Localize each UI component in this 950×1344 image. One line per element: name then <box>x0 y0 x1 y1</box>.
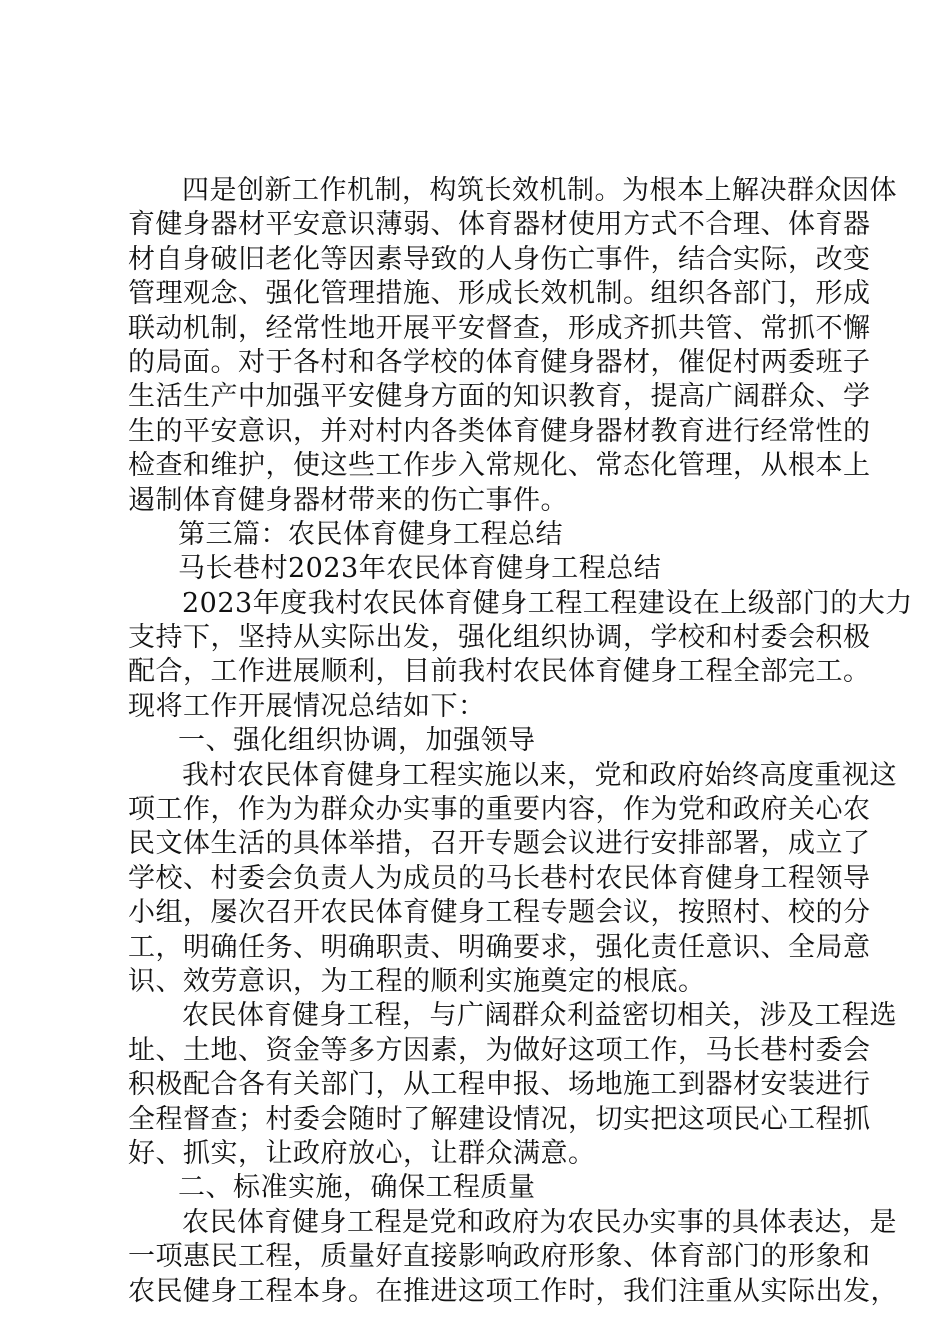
paragraph-line: 配合，工作进展顺利，目前我村农民体育健身工程全部完工。 <box>128 656 871 688</box>
paragraph-line: 民文体生活的具体举措，召开专题会议进行安排部署，成立了 <box>128 828 871 860</box>
paragraph-line: 农民体育健身工程是党和政府为农民办实事的具体表达，是 <box>182 1206 897 1238</box>
section-heading: 一、强化组织协调，加强领导 <box>178 725 536 757</box>
paragraph-line: 材自身破旧老化等因素导致的人身伤亡事件，结合实际，改变 <box>128 243 871 275</box>
paragraph-line: 2023年度我村农民体育健身工程工程建设在上级部门的大力 <box>182 587 913 619</box>
report-title: 马长巷村2023年农民体育健身工程总结 <box>178 553 662 585</box>
paragraph-line: 农民健身工程本身。在推进这项工作时，我们注重从实际出发， <box>128 1275 898 1307</box>
paragraph-line: 学校、村委会负责人为成员的马长巷村农民体育健身工程领导 <box>128 862 871 894</box>
paragraph-line: 全程督查；村委会随时了解建设情况，切实把这项民心工程抓 <box>128 1103 871 1135</box>
paragraph-line: 现将工作开展情况总结如下： <box>128 690 486 722</box>
paragraph-line: 遏制体育健身器材带来的伤亡事件。 <box>128 484 568 516</box>
paragraph-line: 一项惠民工程，质量好直接影响政府形象、体育部门的形象和 <box>128 1241 871 1273</box>
paragraph-line: 生的平安意识，并对村内各类体育健身器材教育进行经常性的 <box>128 415 871 447</box>
paragraph-line: 生活生产中加强平安健身方面的知识教育，提高广阔群众、学 <box>128 381 871 413</box>
chapter-title: 第三篇：农民体育健身工程总结 <box>178 518 563 550</box>
paragraph-line: 工，明确任务、明确职责、明确要求，强化责任意识、全局意 <box>128 931 871 963</box>
paragraph-line: 管理观念、强化管理措施、形成长效机制。组织各部门，形成 <box>128 278 871 310</box>
paragraph-line: 项工作，作为为群众办实事的重要内容，作为党和政府关心农 <box>128 794 871 826</box>
paragraph-line: 的局面。对于各村和各学校的体育健身器材，催促村两委班子 <box>128 346 871 378</box>
paragraph-line: 育健身器材平安意识薄弱、体育器材使用方式不合理、体育器 <box>128 209 871 241</box>
paragraph-line: 农民体育健身工程，与广阔群众利益密切相关，涉及工程选 <box>182 1000 897 1032</box>
section-heading: 二、标准实施，确保工程质量 <box>178 1172 536 1204</box>
paragraph-line: 小组，屡次召开农民体育健身工程专题会议，按照村、校的分 <box>128 897 871 929</box>
paragraph-line: 检查和维护，使这些工作步入常规化、常态化管理，从根本上 <box>128 450 871 482</box>
paragraph-line: 址、土地、资金等多方因素，为做好这项工作，马长巷村委会 <box>128 1034 871 1066</box>
paragraph-line: 我村农民体育健身工程实施以来，党和政府始终高度重视这 <box>182 759 897 791</box>
paragraph-line: 联动机制，经常性地开展平安督查，形成齐抓共管、常抓不懈 <box>128 312 871 344</box>
paragraph-line: 四是创新工作机制，构筑长效机制。为根本上解决群众因体 <box>182 175 897 206</box>
paragraph-line: 识、效劳意识，为工程的顺利实施奠定的根底。 <box>128 965 706 997</box>
paragraph-line: 支持下，坚持从实际出发，强化组织协调，学校和村委会积极 <box>128 622 871 654</box>
document-body <box>128 174 913 1309</box>
paragraph-line: 积极配合各有关部门，从工程申报、场地施工到器材安装进行 <box>128 1069 871 1101</box>
paragraph-line: 好、抓实，让政府放心，让群众满意。 <box>128 1137 596 1169</box>
